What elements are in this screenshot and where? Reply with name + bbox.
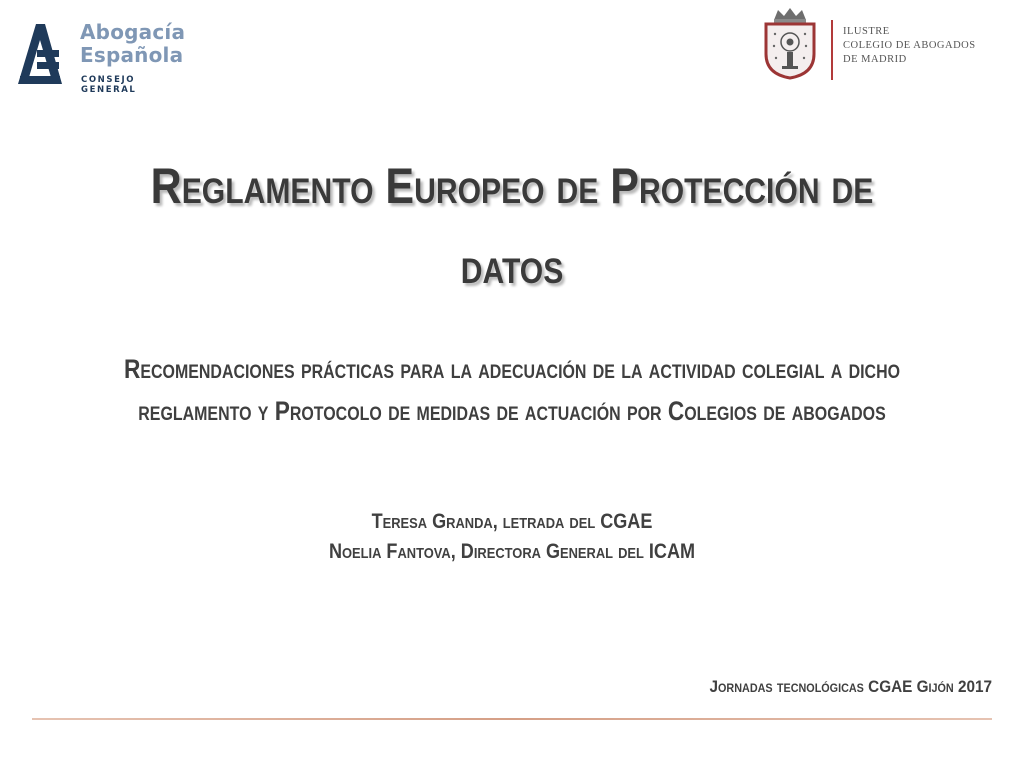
icam-crest-icon: [760, 6, 820, 80]
slide-subtitle: [82, 348, 942, 432]
author-2: Noelia Fantova, Directora General del ICAM: [328, 540, 696, 563]
title-line-2: datos: [460, 238, 564, 294]
slide-title: [106, 146, 918, 306]
logo-text-colegio: COLEGIO DE ABOGADOS: [843, 40, 976, 51]
logo-text-ilustre: ILUSTRE: [843, 26, 890, 37]
authors-block: [72, 507, 953, 567]
logo-text-abogacia: Abogacía: [80, 20, 186, 44]
logo-text-consejo-general: CONSEJO GENERAL: [81, 75, 137, 95]
author-1: Teresa Granda, letrada del CGAE: [371, 510, 653, 533]
footer-rule: [32, 718, 992, 720]
logo-divider: [831, 20, 833, 80]
subtitle-line-1: Recomendaciones prácticas para la adecuación de la actividad colegial a dicho: [123, 354, 901, 384]
subtitle-line-2: reglamento y Protocolo de medidas de actuación por Colegios de abogados: [138, 396, 886, 426]
logo-text-espanola: Española: [80, 43, 184, 67]
title-line-1: Reglamento Europeo de Protección de: [150, 158, 874, 214]
logo-text-madrid: DE MADRID: [843, 54, 907, 65]
abogacia-espanola-logo: [18, 20, 193, 95]
event-label: Jornadas tecnológicas CGAE Gijón 2017: [709, 677, 992, 696]
icam-logo: [758, 6, 1020, 82]
abogacia-monogram-icon: [18, 22, 62, 88]
